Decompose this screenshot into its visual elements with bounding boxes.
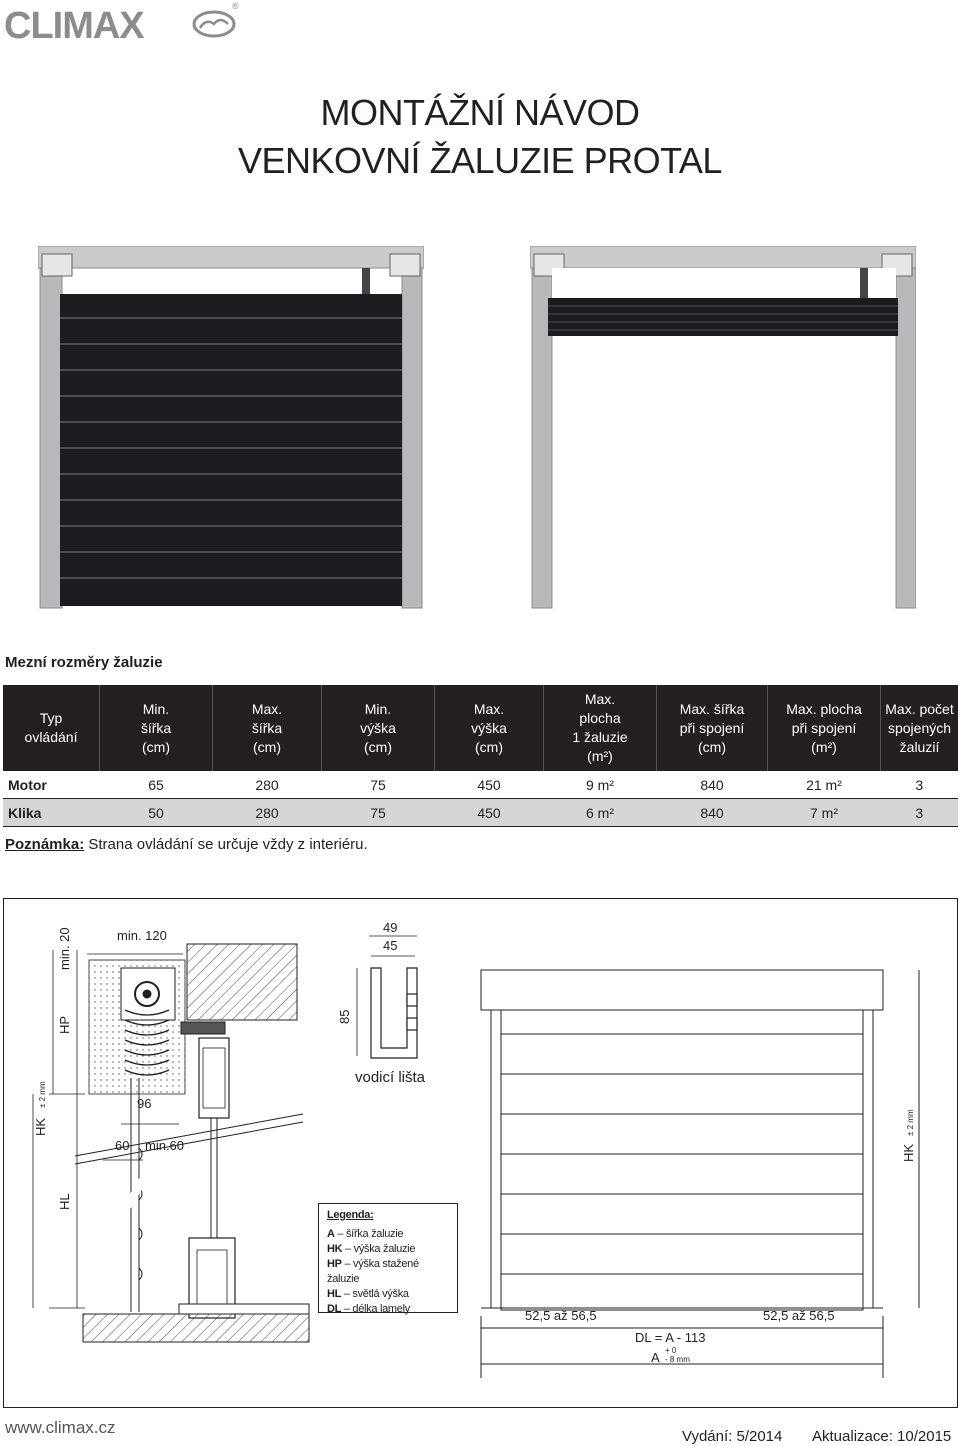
legend-item: HK – výška žaluzie	[327, 1243, 416, 1255]
dim-hk-right: HK	[901, 1143, 916, 1162]
table-header-row	[3, 685, 958, 771]
guide-rail-profile	[371, 968, 417, 1058]
dim-min120: min. 120	[117, 928, 167, 943]
legend-item: DL – délka lamely	[327, 1303, 410, 1315]
footer-issue: Vydání: 5/2014	[682, 1428, 783, 1445]
legend-title: Legenda:	[327, 1209, 374, 1221]
slat-pack	[548, 298, 898, 336]
dim-dl-formula: DL = A - 113	[635, 1330, 706, 1345]
title-line-1: MONTÁŽNÍ NÁVOD	[320, 92, 640, 133]
dim-a: A	[651, 1350, 660, 1365]
col-header: Max. šířka při spojení (cm)	[657, 685, 768, 771]
dim-right-gap: 52,5 až 56,5	[763, 1308, 835, 1323]
dim-hk-tolerance: ± 2 mm	[38, 1081, 47, 1108]
dim-hk-right-tolerance: ± 2 mm	[906, 1109, 915, 1136]
legend-item: A – šířka žaluzie	[327, 1228, 404, 1240]
note	[5, 836, 368, 853]
dim-hp: HP	[57, 1015, 72, 1034]
dim-hl: HL	[57, 1193, 72, 1210]
legend	[318, 1203, 458, 1313]
dim-a-tol-minus: - 8 mm	[665, 1355, 690, 1364]
cell: 280	[213, 799, 322, 827]
dim-min60: min.60	[145, 1138, 185, 1153]
col-header: Typ ovládání	[3, 685, 100, 771]
title-line-2: VENKOVNÍ ŽALUZIE PROTAL	[238, 140, 722, 181]
col-header: Min. šířka (cm)	[100, 685, 213, 771]
col-header: Min. výška (cm)	[322, 685, 435, 771]
dim-96: 96	[137, 1096, 152, 1111]
section-view	[75, 944, 309, 1342]
dim-min20: min. 20	[57, 927, 72, 970]
cell: 7 m²	[768, 799, 881, 827]
row-type: Motor	[3, 771, 100, 799]
cell: 75	[322, 799, 435, 827]
cell: 840	[657, 799, 768, 827]
col-header: Max. plocha při spojení (m²)	[768, 685, 881, 771]
rail-label: vodicí lišta	[355, 1069, 426, 1086]
note-text: Strana ovládání se určuje vždy z interiéru.	[84, 836, 368, 853]
cell: 3	[881, 799, 959, 827]
dim-hk: HK	[33, 1117, 48, 1136]
slats	[60, 294, 402, 606]
limits-table	[3, 685, 958, 827]
svg-text:®: ®	[232, 1, 239, 11]
cell: 840	[657, 771, 768, 799]
legend-item: HL – světlá výška	[327, 1288, 409, 1300]
cloud-icon	[194, 12, 234, 36]
blind-retracted-photo	[530, 246, 916, 614]
legend-item: HP – výška stažené žaluzie	[327, 1258, 419, 1285]
cell: 75	[322, 771, 435, 799]
dim-85: 85	[337, 1009, 352, 1024]
col-header: Max. počet spojených žaluzií	[881, 685, 959, 771]
limits-section-title: Mezní rozměry žaluzie	[5, 654, 163, 671]
cell: 3	[881, 771, 959, 799]
dim-a-tol-plus: + 0	[665, 1346, 677, 1355]
footer-url[interactable]: www.climax.cz	[5, 1418, 116, 1437]
footer-update: Aktualizace: 10/2015	[812, 1428, 952, 1445]
dim-49: 49	[383, 920, 398, 935]
cell: 65	[100, 771, 213, 799]
blind-extended-photo	[38, 246, 424, 614]
cell: 9 m²	[544, 771, 657, 799]
table-row	[3, 771, 958, 799]
col-header: Max. výška (cm)	[435, 685, 544, 771]
brand-wordmark: CLIMAX	[4, 5, 144, 46]
cell: 6 m²	[544, 799, 657, 827]
dim-60: 60	[115, 1138, 130, 1153]
col-header: Max. plocha 1 žaluzie (m²)	[544, 685, 657, 771]
cell: 450	[435, 771, 544, 799]
note-label: Poznámka:	[5, 836, 85, 853]
table-row	[3, 799, 958, 827]
row-type: Klika	[3, 799, 100, 827]
cell: 50	[100, 799, 213, 827]
climax-logo	[0, 0, 250, 46]
cell: 21 m²	[768, 771, 881, 799]
col-header: Max. šířka (cm)	[213, 685, 322, 771]
dim-left-gap: 52,5 až 56,5	[525, 1308, 597, 1323]
dim-45: 45	[383, 938, 398, 953]
cell: 280	[213, 771, 322, 799]
technical-drawing	[3, 898, 958, 1408]
cell: 450	[435, 799, 544, 827]
